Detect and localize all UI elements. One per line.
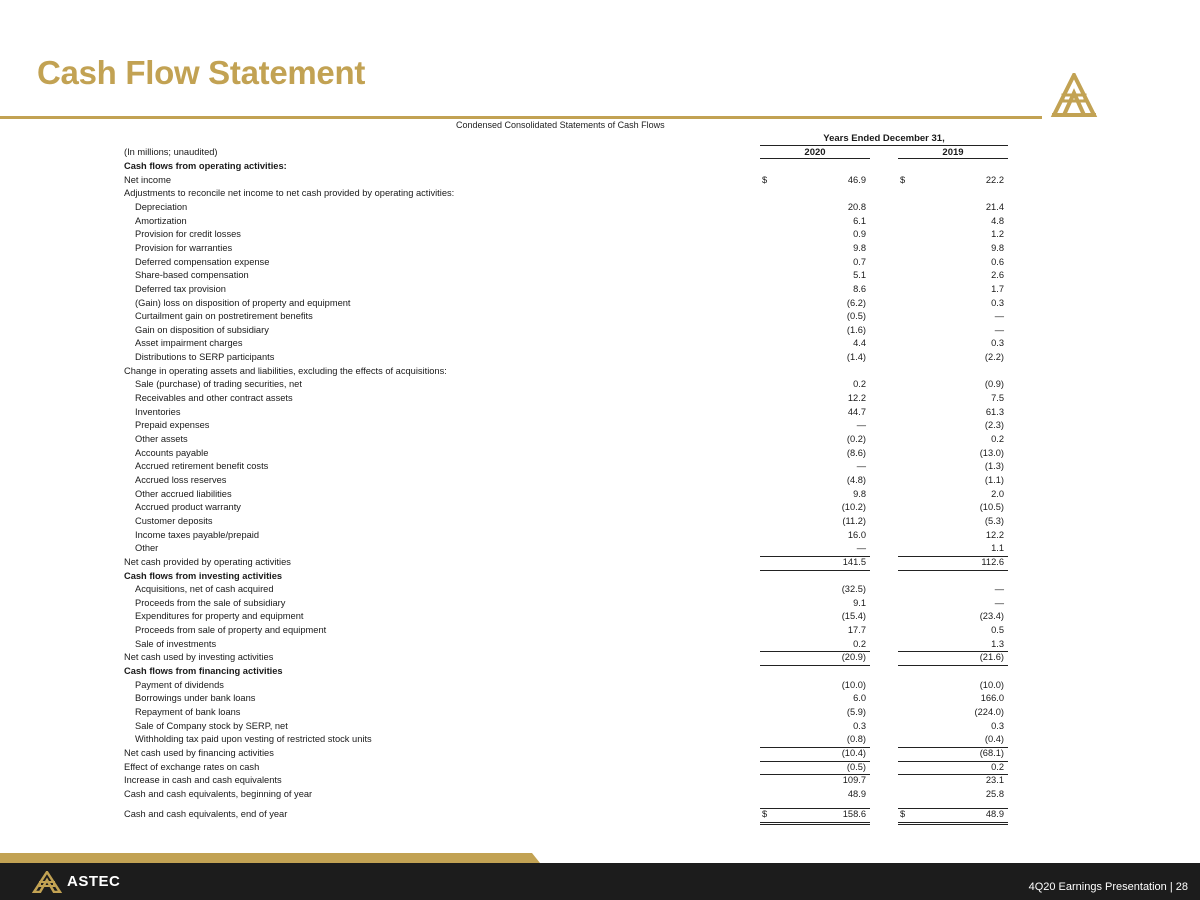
value-2020: (15.4) <box>841 611 866 622</box>
total-double-rule <box>898 824 1008 825</box>
row-label: Provision for credit losses <box>135 229 241 240</box>
table-row <box>0 160 1200 173</box>
table-row <box>0 187 1200 200</box>
subtotal-rule <box>898 761 1008 762</box>
value-2019: 12.2 <box>985 529 1004 540</box>
value-2019: (224.0) <box>974 707 1004 717</box>
subtotal-rule <box>898 747 1008 748</box>
value-2019: (0.9) <box>984 379 1004 390</box>
value-2020: (11.2) <box>842 515 866 526</box>
value-2019: 21.4 <box>985 201 1004 212</box>
subtotal-rule <box>898 570 1008 571</box>
row-label: Borrowings under bank loans <box>135 693 256 704</box>
subtotal-rule <box>760 570 870 571</box>
row-label: Depreciation <box>135 201 188 212</box>
table-row <box>0 720 1200 733</box>
table-row <box>0 488 1200 501</box>
row-label: Sale of investments <box>135 638 217 649</box>
row-label: Customer deposits <box>135 515 213 526</box>
row-label: Net cash used by investing activities <box>124 652 274 663</box>
table-row <box>0 283 1200 296</box>
table-row <box>0 747 1200 760</box>
value-2020: 46.9 <box>847 174 866 185</box>
table-row <box>0 570 1200 583</box>
value-2020: (1.4) <box>846 352 866 363</box>
subtotal-rule <box>760 808 870 809</box>
value-2020: (0.5) <box>846 761 866 772</box>
table-row <box>0 351 1200 364</box>
value-2020: (0.2) <box>846 434 866 444</box>
table-row <box>0 460 1200 473</box>
value-2020: (20.9) <box>841 652 866 663</box>
value-2019: 0.2 <box>991 434 1004 444</box>
value-2019: (10.0) <box>979 679 1004 690</box>
value-2019: (2.2) <box>984 352 1004 363</box>
value-2019: 1.3 <box>991 638 1004 649</box>
table-row <box>0 433 1200 446</box>
value-2019: (2.3) <box>984 420 1004 431</box>
value-2019: 0.3 <box>991 297 1004 308</box>
value-2019: 25.8 <box>985 788 1004 799</box>
row-label: Deferred tax provision <box>135 283 226 294</box>
value-2020: (10.0) <box>841 679 866 690</box>
value-2019: 9.8 <box>991 242 1004 253</box>
value-2019: 61.3 <box>985 406 1004 417</box>
value-2019: 112.6 <box>981 556 1004 567</box>
table-subtitle: Condensed Consolidated Statements of Cash Flows <box>456 120 665 130</box>
subtotal-rule <box>898 651 1008 652</box>
row-label: Amortization <box>135 215 187 226</box>
value-2020: (10.2) <box>841 502 866 513</box>
table-row <box>0 392 1200 405</box>
row-label: Sale (purchase) of trading securities, net <box>135 379 302 390</box>
subtotal-rule <box>760 556 870 557</box>
table-row <box>0 242 1200 255</box>
subtotal-rule <box>898 774 1008 775</box>
value-2020: 9.1 <box>853 597 866 608</box>
currency-symbol: $ <box>900 174 906 185</box>
footer-bar <box>0 853 1200 900</box>
value-2019: — <box>994 584 1004 595</box>
value-2019: (21.6) <box>979 652 1004 663</box>
value-2020: — <box>856 543 866 554</box>
value-2020: 48.9 <box>847 788 866 799</box>
value-2019: (0.4) <box>984 734 1004 745</box>
table-row <box>0 256 1200 269</box>
value-2019: 0.3 <box>991 720 1004 731</box>
value-2020: (5.9) <box>846 707 866 717</box>
value-2019: 4.8 <box>991 215 1004 226</box>
row-label: Accrued retirement benefit costs <box>135 461 269 472</box>
units-note-row <box>0 146 1200 159</box>
table-row <box>0 692 1200 705</box>
value-2020: 8.6 <box>853 283 866 294</box>
row-label: Deferred compensation expense <box>135 256 270 267</box>
row-label: Net income <box>124 174 172 185</box>
value-2019: 1.7 <box>991 283 1004 294</box>
value-2020: 12.2 <box>847 393 866 404</box>
value-2020: (4.8) <box>846 474 866 485</box>
value-2019: (1.1) <box>984 474 1004 485</box>
value-2020: 20.8 <box>847 201 866 212</box>
value-2020: 0.9 <box>853 229 866 240</box>
table-row <box>0 515 1200 528</box>
table-row <box>0 337 1200 350</box>
row-label: Net cash provided by operating activities <box>124 556 291 567</box>
row-label: Distributions to SERP participants <box>135 352 275 363</box>
value-2020: (1.6) <box>846 324 866 335</box>
value-2020: 0.2 <box>853 379 866 390</box>
table-row <box>0 556 1200 569</box>
row-label: Adjustments to reconcile net income to net cash provided by operating activities: <box>124 188 455 199</box>
table-row <box>0 542 1200 555</box>
value-2019: 48.9 <box>985 808 1004 819</box>
row-label: Income taxes payable/prepaid <box>135 529 260 540</box>
table-row <box>0 297 1200 310</box>
row-label: Proceeds from sale of property and equipment <box>135 625 327 636</box>
table-row <box>0 665 1200 678</box>
table-row <box>0 447 1200 460</box>
total-double-rule <box>760 824 870 825</box>
value-2020: 0.7 <box>853 256 866 267</box>
subtotal-rule <box>760 747 870 748</box>
row-label: Provision for warranties <box>135 242 233 253</box>
table-row <box>0 808 1200 821</box>
table-row <box>0 638 1200 651</box>
value-2019: (1.3) <box>984 461 1004 472</box>
table-row <box>0 706 1200 719</box>
table-row <box>0 529 1200 542</box>
row-label: Prepaid expenses <box>135 420 210 431</box>
row-label: Cash flows from investing activities <box>124 570 283 581</box>
value-2020: 6.0 <box>853 693 866 704</box>
value-2020: 16.0 <box>847 529 866 540</box>
row-label: Acquisitions, net of cash acquired <box>135 584 274 595</box>
total-rule <box>898 822 1008 823</box>
row-label: Cash and cash equivalents, end of year <box>124 808 288 819</box>
table-row <box>0 269 1200 282</box>
value-2020: 109.7 <box>842 775 866 786</box>
value-2019: 2.6 <box>991 270 1004 281</box>
table-row <box>0 201 1200 214</box>
table-row <box>0 365 1200 378</box>
value-2019: — <box>994 597 1004 608</box>
table-row <box>0 474 1200 487</box>
subtotal-rule <box>898 665 1008 666</box>
table-row <box>0 583 1200 596</box>
value-2020: 6.1 <box>853 215 866 226</box>
value-2020: 9.8 <box>853 488 866 499</box>
footer-page-label: 4Q20 Earnings Presentation | 28 <box>1028 881 1188 893</box>
value-2020: 0.2 <box>853 638 866 649</box>
row-label: Cash flows from operating activities: <box>124 161 287 171</box>
table-row <box>0 406 1200 419</box>
value-2020: 9.8 <box>853 242 866 253</box>
row-label: Increase in cash and cash equivalents <box>124 775 282 786</box>
value-2019: — <box>994 324 1004 335</box>
value-2019: 1.1 <box>991 543 1004 554</box>
subtotal-rule <box>760 651 870 652</box>
value-2020: (0.8) <box>846 734 866 745</box>
value-2019: 166.0 <box>980 693 1004 704</box>
value-2019: (68.1) <box>979 747 1004 758</box>
table-row <box>0 733 1200 746</box>
row-label: Effect of exchange rates on cash <box>124 761 260 772</box>
row-label: Cash and cash equivalents, beginning of year <box>124 788 313 799</box>
table-row <box>0 378 1200 391</box>
table-row <box>0 310 1200 323</box>
value-2020: 158.6 <box>842 808 866 819</box>
value-2019: 1.2 <box>991 229 1004 240</box>
astec-logo-icon <box>1050 73 1098 118</box>
table-row <box>0 501 1200 514</box>
col-2019-header: 2019 <box>942 147 964 158</box>
value-2019: 23.1 <box>985 775 1004 786</box>
row-label: Asset impairment charges <box>135 338 243 349</box>
table-row <box>0 597 1200 610</box>
value-2020: 5.1 <box>853 270 866 281</box>
page-title: Cash Flow Statement <box>37 54 366 91</box>
value-2020: 4.4 <box>853 338 866 349</box>
row-label: Expenditures for property and equipment <box>135 611 304 622</box>
row-label: Accounts payable <box>135 447 209 458</box>
value-2020: (0.5) <box>846 311 866 322</box>
currency-symbol: $ <box>900 808 906 819</box>
value-2020: (32.5) <box>841 584 866 595</box>
table-row <box>0 610 1200 623</box>
table-row <box>0 774 1200 787</box>
row-label: Proceeds from the sale of subsidiary <box>135 597 286 608</box>
row-label: Other accrued liabilities <box>135 488 232 499</box>
value-2019: 0.2 <box>991 761 1004 772</box>
value-2020: 141.5 <box>842 556 866 567</box>
row-label: Repayment of bank loans <box>135 707 241 717</box>
years-header: Years Ended December 31, <box>823 133 945 144</box>
row-label: (Gain) loss on disposition of property and equipment <box>135 297 351 308</box>
table-row <box>0 624 1200 637</box>
value-2019: (13.0) <box>979 447 1004 458</box>
row-label: Receivables and other contract assets <box>135 393 293 404</box>
value-2019: (23.4) <box>979 611 1004 622</box>
row-label: Other <box>135 543 159 554</box>
value-2020: — <box>856 461 866 472</box>
table-row <box>0 651 1200 664</box>
units-note: (In millions; unaudited) <box>124 147 218 157</box>
table-row <box>0 324 1200 337</box>
value-2019: 2.0 <box>991 488 1004 499</box>
table-row <box>0 679 1200 692</box>
footer-logo-icon <box>32 871 62 893</box>
table-row <box>0 761 1200 774</box>
value-2020: 17.7 <box>847 625 866 636</box>
subtotal-rule <box>898 556 1008 557</box>
total-rule <box>760 822 870 823</box>
value-2019: 0.6 <box>991 256 1004 267</box>
value-2020: — <box>856 420 866 431</box>
row-label: Payment of dividends <box>135 679 224 690</box>
value-2019: 7.5 <box>991 393 1004 404</box>
subtotal-rule <box>760 761 870 762</box>
row-label: Other assets <box>135 434 188 444</box>
row-label: Change in operating assets and liabilities, excluding the effects of acquisitions: <box>124 365 447 376</box>
value-2020: 0.3 <box>853 720 866 731</box>
value-2019: (5.3) <box>984 515 1004 526</box>
value-2019: 22.2 <box>985 174 1004 185</box>
currency-symbol: $ <box>762 808 768 819</box>
row-label: Curtailment gain on postretirement benefits <box>135 311 313 322</box>
value-2020: 44.7 <box>847 406 866 417</box>
subtotal-rule <box>898 808 1008 809</box>
table-row <box>0 215 1200 228</box>
row-label: Net cash used by financing activities <box>124 747 274 758</box>
row-label: Sale of Company stock by SERP, net <box>135 720 288 731</box>
table-row <box>0 419 1200 432</box>
currency-symbol: $ <box>762 174 768 185</box>
title-divider <box>0 116 1042 119</box>
value-2019: 0.3 <box>991 338 1004 349</box>
row-label: Inventories <box>135 406 181 417</box>
value-2019: 0.5 <box>991 625 1004 636</box>
row-label: Cash flows from financing activities <box>124 666 283 677</box>
row-label: Accrued loss reserves <box>135 474 227 485</box>
value-2020: (6.2) <box>846 297 866 308</box>
row-label: Withholding tax paid upon vesting of restricted stock units <box>135 734 372 745</box>
row-label: Accrued product warranty <box>135 502 241 513</box>
table-row <box>0 228 1200 241</box>
subtotal-rule <box>760 665 870 666</box>
value-2019: (10.5) <box>979 502 1004 513</box>
row-label: Share-based compensation <box>135 270 249 281</box>
footer-brand: ASTEC <box>67 873 121 890</box>
table-row <box>0 174 1200 187</box>
subtotal-rule <box>760 774 870 775</box>
col-2020-header: 2020 <box>804 147 826 158</box>
value-2019: — <box>994 311 1004 322</box>
table-row <box>0 788 1200 801</box>
row-label: Gain on disposition of subsidiary <box>135 324 269 335</box>
value-2020: (10.4) <box>841 747 866 758</box>
value-2020: (8.6) <box>846 447 866 458</box>
